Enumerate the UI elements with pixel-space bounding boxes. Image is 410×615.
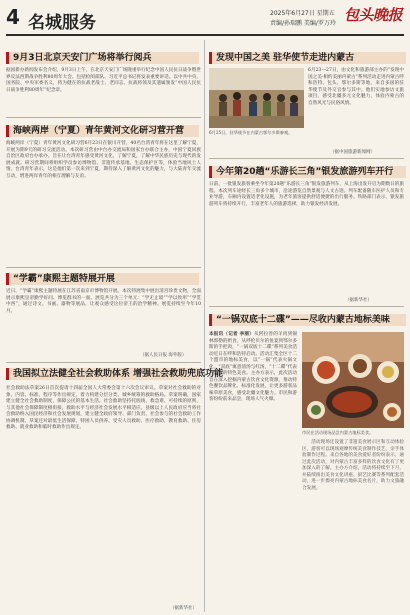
article-divider	[6, 117, 201, 118]
article-headline[interactable]: “学霸”康熙主题特展开展	[6, 273, 199, 285]
article-divider	[6, 362, 201, 363]
article-body: 6月23—27日，由文化和旅游部主办的“发现中国之美·相约美丽内蒙古”系列活动走进内蒙古呼和浩特、包头、鄂尔多斯等地，来自多国的驻华使节及外交官参与其中。他们实地参访文旅项目，感受北疆多元文化魅力，体验内蒙古的自然风光与民俗风情。	[308, 68, 404, 106]
article-body-continued: 活动现场还设置了非遗美食展示区和互动体验区，游客可以现场观摩传统美食制作技艺，亲手体验制作过程。来自各地的美食爱好者纷纷表示，通过此次活动，对内蒙古丰富多样的饮食文化有了更加深入的了解。主办方介绍，活动将持续至下月，并陆续推出美食文化讲座、厨艺比赛等系列配套活动，进一步擦亮内蒙古地标美食名片，助力文旅融合发展。	[302, 440, 404, 491]
news-photo	[302, 332, 404, 428]
article-credit: （据人民日报 海外版）	[140, 353, 187, 358]
article-divider	[209, 306, 404, 307]
page-number: 4	[6, 5, 20, 29]
article-body: 近日，“学霸”康熙主题特展在江苏省南京市博物馆开展。本次特展集中展出清宫珍贵文物，全面展示康熙皇帝勤学好问、博览群书的一面。展览共分为三个单元：“学无止境”“学以致用”“学贯中西”，通过诗文、书画、器物等展品，让观众感受这位帝王的治学精神。展览持续至今年10月。	[6, 289, 201, 314]
article-credit: （据新华社）	[345, 298, 372, 303]
photo-caption: 市民在活动现场品尝内蒙古地标美食。	[302, 430, 374, 435]
article-headline[interactable]: 发现中国之美 驻华使节走进内蒙古	[209, 52, 406, 64]
article-divider	[6, 267, 201, 268]
article-credit: （据新华社）	[170, 606, 197, 611]
masthead	[6, 4, 404, 36]
article-byline: 本报讯（记者 李丽）	[209, 332, 254, 337]
masthead-rule	[6, 34, 404, 36]
article-headline[interactable]: 今年第20趟“乐游长三角”银发旅游列车开行	[209, 166, 406, 178]
editor-credits: 责编/孙瑞鹏 美编/罗万玲	[270, 20, 336, 27]
article-body: 日前，一批银发旅客乘坐今年第20趟“乐游长三角”银发旅游列车，从上海出发开启为期数日的旅程。本次列车途经长三角多个城市，沿途游览自然景观与人文古迹。列车配备随车医护人员和专业导游，车厢内设置适老化设施，为老年旅客提供舒适便捷的出行服务。铁路部门表示，银发旅游列车将持续开行，丰富老年人的旅游选择，助力银发经济发展。	[209, 182, 404, 207]
food-photo-icon	[302, 332, 404, 428]
article-headline[interactable]: 9月3日北京天安门广场将举行阅兵	[6, 52, 199, 64]
page-name: 名城服务	[28, 13, 96, 33]
column-divider	[204, 40, 205, 612]
publication-date: 2025年6月27日 星期五	[270, 10, 335, 17]
news-photo	[209, 68, 304, 128]
article-headline[interactable]: 我国拟立法健全社会救助体系 增强社会救助兜底功能	[6, 368, 199, 380]
article-body: 海峡两岸（宁夏）青年黄河文化研习营6月23日在银川开营，40名台湾青年将在这里了解宁夏，开展为期9天的研习交流活动。本次研习营由中台办交流局和国家台办联合主办，中国宁夏回族自治区政府台办承办。旨在让台湾青年感受黄河文化，了解宁夏，了解中华民族历史与现代的发展成就。研习营期间将组织学员参访博物馆、非遗传承基地、生态保护区等，体验当地风土人情。台湾青年表示，这是他们第一次来到宁夏，期待深入了解黄河文化的魅力，与大陆青年交流互动，增进两岸青年的相互理解与友谊。	[6, 141, 201, 179]
article-body	[209, 332, 297, 606]
newspaper-logo: 包头晚报	[344, 6, 403, 24]
article-body: 据国新办新闻发布会介绍，9月3日上午，在北京天安门广场隆重举行纪念中国人民抗日战争暨世界反法西斯战争胜利80周年大会。包括检阅部队、习近平总书记将发表重要讲话。以中共中央、国务院、中央军委名义，将为健在的抗战老战士、老同志、抗战将领及其遗属颁发“中国人民抗日战争胜利80周年”纪念章。	[6, 68, 201, 93]
crowd-photo-icon	[209, 68, 304, 128]
article-headline[interactable]: “一锅双底十二碟”——尽收内蒙古地标美味	[209, 314, 406, 326]
article-text: 从阿拉善的羊肉到锡林郭勒的奶食，从呼伦贝尔的鱼宴到鄂尔多斯的手把肉，“一锅双底十二碟”系列美食活动近日在呼和浩特启动。活动汇集全区十二个盟市的地标美食，以“一锅”代表火锅文化，“双底”寓意清汤与红汤，“十二碟”代表各盟市的特色美食。主办方表示，此次活动旨在深入挖掘内蒙古饮食文化资源，推动特色餐饮品牌化、标准化发展，让更多游客品味草原美食，感受北疆文化魅力。市民和游客纷纷前来品尝，现场人气火爆。	[209, 332, 297, 402]
article-divider	[209, 158, 404, 159]
article-body: 社会救助法草案26日首次提请十四届全国人大常委会第十六次会议审议。草案对社会救助的对象、内容、标准、程序等作出规定，着力构建分层分类、城乡统筹的救助格局。草案明确，国家建立健全社会救助制度，保障公民的基本生活。社会救助坚持托底线、救急难、可持续的原则，与其他社会保障制度相衔接，救助水平与经济社会发展水平相适应。县级以上人民政府应当将社会救助纳入国民经济和社会发展规划，建立健全政府领导、部门负责、社会参与的社会救助工作协调机制。草案还对最低生活保障、特困人员供养、受灾人员救助、医疗救助、教育救助、住房救助、就业救助和临时救助作出规定。	[6, 386, 201, 430]
article-credit: （据中国旅游新闻网）	[330, 150, 375, 155]
photo-caption: 6月25日，驻华使节在内蒙古鄂尔多斯参观。	[209, 130, 293, 135]
article-headline[interactable]: 海峡两岸（宁夏）青年黄河文化研习营开营	[6, 125, 199, 137]
